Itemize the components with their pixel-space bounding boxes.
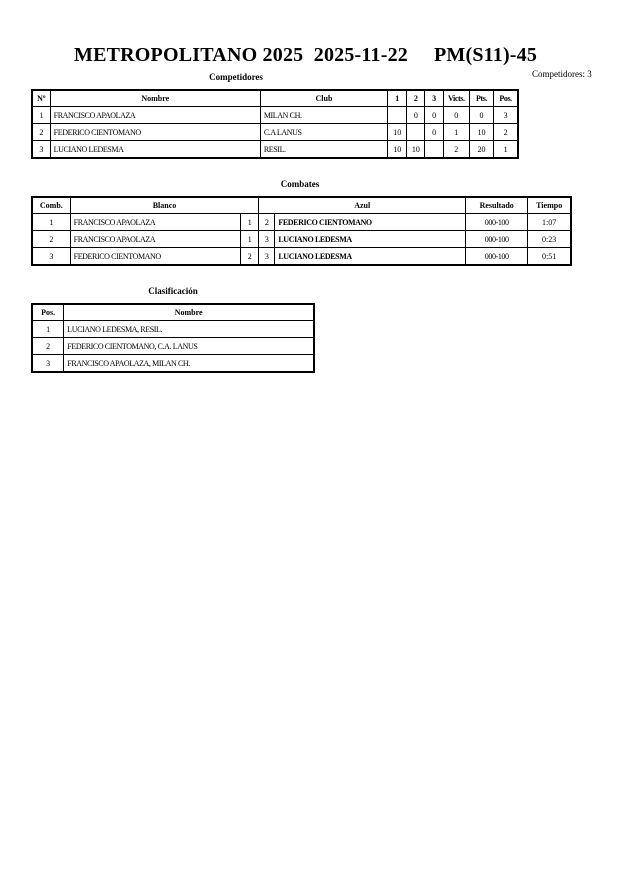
col-fight-3: 3 [425, 90, 443, 107]
cell-blanco-num: 2 [241, 248, 259, 266]
competitor-count: Competidores: 3 [532, 69, 592, 79]
cell-pts: 0 [469, 107, 493, 124]
cell-score-2 [407, 124, 425, 141]
table-row [32, 321, 314, 338]
col-azul: Azul [259, 197, 466, 214]
cell-blanco: FRANCISCO APAOLAZA [70, 214, 241, 231]
col-fight-2: 2 [407, 90, 425, 107]
cell-nombre: LUCIANO LEDESMA, RESIL. [64, 321, 314, 338]
cell-azul-num: 3 [259, 248, 275, 266]
col-pts: Pts. [469, 90, 493, 107]
cell-nombre: FEDERICO CIENTOMANO, C.A. LANUS [64, 338, 314, 355]
cell-pos: 3 [494, 107, 518, 124]
combates-header-row [32, 197, 571, 214]
cell-victs: 0 [443, 107, 469, 124]
cell-name: LUCIANO LEDESMA [50, 141, 260, 159]
cell-pos: 1 [32, 321, 64, 338]
competitors-heading: Competidores [209, 72, 263, 82]
cell-name: FRANCISCO APAOLAZA [50, 107, 260, 124]
cell-azul-num: 2 [259, 214, 275, 231]
cell-score-3: 0 [425, 107, 443, 124]
cell-comb: 2 [32, 231, 70, 248]
competitors-table [31, 89, 519, 159]
col-pos: Pos. [494, 90, 518, 107]
cell-club: C.A LANUS [260, 124, 387, 141]
col-fight-1: 1 [388, 90, 407, 107]
col-blanco: Blanco [70, 197, 259, 214]
combates-heading: Combates [280, 179, 320, 189]
cell-azul: LUCIANO LEDESMA [275, 248, 466, 266]
competitors-header-row [32, 90, 518, 107]
cell-score-1: 10 [388, 124, 407, 141]
table-row [32, 214, 571, 231]
cell-num: 2 [32, 124, 50, 141]
cell-club: RESIL. [260, 141, 387, 159]
col-resultado: Resultado [466, 197, 528, 214]
col-tiempo: Tiempo [528, 197, 571, 214]
cell-pos: 2 [494, 124, 518, 141]
cell-blanco: FEDERICO CIENTOMANO [70, 248, 241, 266]
cell-score-3: 0 [425, 124, 443, 141]
table-row [32, 355, 314, 373]
table-row [32, 124, 518, 141]
cell-name: FEDERICO CIENTOMANO [50, 124, 260, 141]
cell-tiempo: 0:23 [528, 231, 571, 248]
col-pos: Pos. [32, 304, 64, 321]
cell-azul: LUCIANO LEDESMA [275, 231, 466, 248]
cell-score-2: 10 [407, 141, 425, 159]
cell-pos: 2 [32, 338, 64, 355]
cell-pos: 1 [494, 141, 518, 159]
cell-score-1: 10 [388, 141, 407, 159]
table-row [32, 338, 314, 355]
col-comb: Comb. [32, 197, 70, 214]
table-row [32, 107, 518, 124]
cell-score-3 [425, 141, 443, 159]
clasificacion-header-row [32, 304, 314, 321]
cell-resultado: 000-100 [466, 248, 528, 266]
cell-victs: 2 [443, 141, 469, 159]
cell-num: 1 [32, 107, 50, 124]
cell-score-1 [388, 107, 407, 124]
cell-pts: 10 [469, 124, 493, 141]
cell-victs: 1 [443, 124, 469, 141]
table-row [32, 141, 518, 159]
cell-comb: 1 [32, 214, 70, 231]
col-club: Club [260, 90, 387, 107]
cell-resultado: 000-100 [466, 231, 528, 248]
col-nombre: Nombre [50, 90, 260, 107]
col-nombre: Nombre [64, 304, 314, 321]
col-victs: Victs. [443, 90, 469, 107]
cell-score-2: 0 [407, 107, 425, 124]
clasificacion-heading: Clasificación [148, 286, 198, 296]
cell-pos: 3 [32, 355, 64, 373]
cell-pts: 20 [469, 141, 493, 159]
cell-azul: FEDERICO CIENTOMANO [275, 214, 466, 231]
combates-table [31, 196, 572, 266]
table-row [32, 231, 571, 248]
cell-tiempo: 0:51 [528, 248, 571, 266]
cell-tiempo: 1:07 [528, 214, 571, 231]
col-num: Nº [32, 90, 50, 107]
table-row [32, 248, 571, 266]
cell-nombre: FRANCISCO APAOLAZA, MILAN CH. [64, 355, 314, 373]
cell-club: MILAN CH. [260, 107, 387, 124]
page-title: METROPOLITANO 2025 2025-11-22 PM(S11)-45 [74, 44, 538, 66]
clasificacion-table [31, 303, 315, 373]
cell-azul-num: 3 [259, 231, 275, 248]
cell-num: 3 [32, 141, 50, 159]
cell-blanco-num: 1 [241, 231, 259, 248]
cell-resultado: 000-100 [466, 214, 528, 231]
cell-blanco: FRANCISCO APAOLAZA [70, 231, 241, 248]
cell-comb: 3 [32, 248, 70, 266]
cell-blanco-num: 1 [241, 214, 259, 231]
